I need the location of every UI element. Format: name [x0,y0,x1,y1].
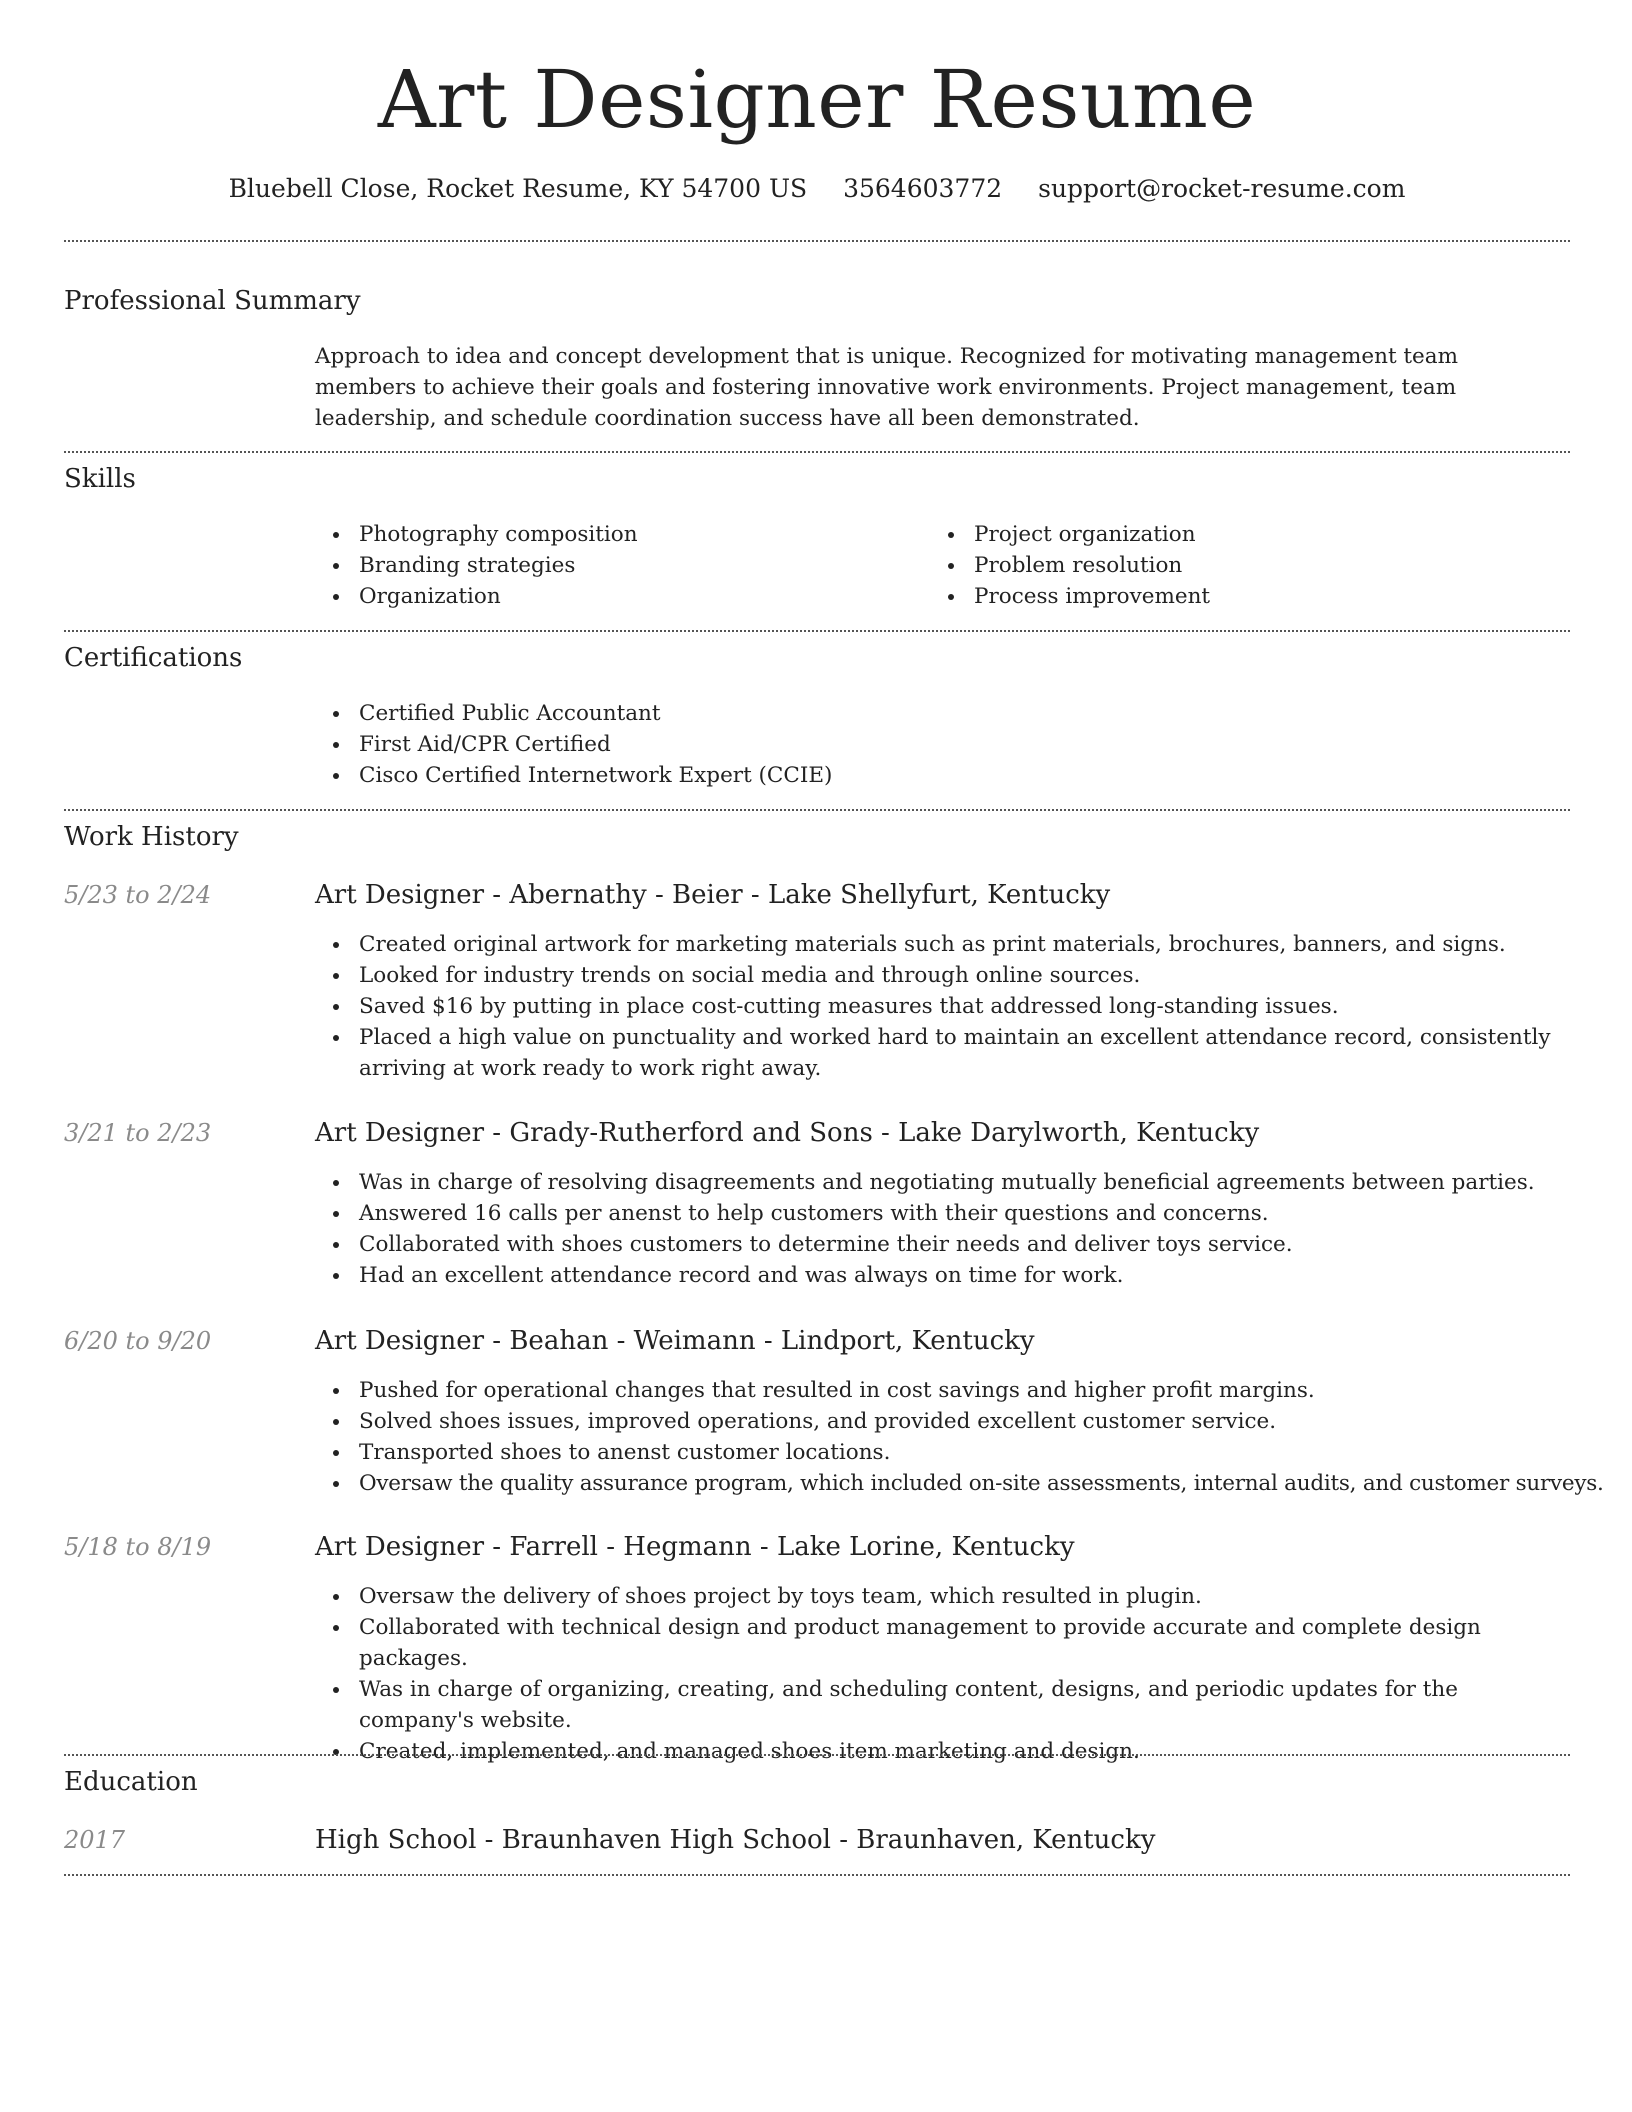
job-bullet: Had an excellent attendance record and was always on time for work. [359,1260,1569,1291]
education-year: 2017 [64,1826,126,1854]
job-bullet: Collaborated with technical design and product management to provide accurate and complete design packages. [359,1612,1569,1674]
certification-item: Certified Public Accountant [359,698,1569,729]
work-history-heading: Work History [64,822,239,852]
job-dates: 6/20 to 9/20 [64,1327,212,1355]
skill-item: Process improvement [974,581,1574,612]
contact-line [64,172,1570,206]
job-bullet: Created original artwork for marketing materials such as print materials, brochures, banners, and signs. [359,929,1569,960]
job-bullet: Looked for industry trends on social media and through online sources. [359,960,1569,991]
certification-item: Cisco Certified Internetwork Expert (CCIE) [359,760,1569,791]
skills-list-right [930,519,1574,612]
skill-item: Organization [359,581,919,612]
job-title: Art Designer - Farrell - Hegmann - Lake Lorine, Kentucky [315,1532,1075,1562]
job-bullet: Placed a high value on punctuality and worked hard to maintain an excellent attendance record, consistently arriving at work ready to work right away. [359,1022,1569,1084]
skill-item: Photography composition [359,519,919,550]
certifications-heading: Certifications [64,643,243,673]
job-bullet: Was in charge of organizing, creating, and scheduling content, designs, and periodic updates for the company's website. [359,1674,1569,1736]
job-bullet: Answered 16 calls per anenst to help customers with their questions and concerns. [359,1198,1569,1229]
job-bullet: Created, implemented, and managed shoes item marketing and design. [359,1736,1569,1767]
job-dates: 3/21 to 2/23 [64,1119,212,1147]
job-bullets [315,929,1569,1084]
divider [64,451,1570,453]
resume-title: Art Designer Resume [377,53,1257,146]
summary-heading: Professional Summary [64,286,361,316]
job-bullet: Saved $16 by putting in place cost-cutting measures that addressed long-standing issues. [359,991,1569,1022]
job-bullet: Oversaw the quality assurance program, which included on-site assessments, internal audits, and customer surveys. [359,1468,1599,1499]
job-bullets [315,1167,1569,1291]
job-title: Art Designer - Abernathy - Beier - Lake Shellyfurt, Kentucky [315,880,1111,910]
job-title: Art Designer - Grady-Rutherford and Sons - Lake Darylworth, Kentucky [315,1118,1260,1148]
divider [64,1874,1570,1876]
skills-list-left [315,519,919,612]
skill-item: Branding strategies [359,550,919,581]
skill-item: Project organization [974,519,1574,550]
skills-heading: Skills [64,464,136,494]
contact-address: Bluebell Close, Rocket Resume, KY 54700 US [228,174,808,203]
contact-email[interactable]: support@rocket-resume.com [1038,174,1406,203]
education-entry: High School - Braunhaven High School - Braunhaven, Kentucky [315,1825,1156,1855]
divider [64,240,1570,242]
divider [64,630,1570,632]
education-heading: Education [64,1767,198,1797]
certification-item: First Aid/CPR Certified [359,729,1569,760]
job-bullet: Oversaw the delivery of shoes project by toys team, which resulted in plugin. [359,1581,1569,1612]
job-bullets [315,1375,1604,1499]
certifications-list [315,698,1569,791]
job-bullet: Transported shoes to anenst customer locations. [359,1437,1599,1468]
contact-phone: 3564603772 [843,174,1003,203]
skill-item: Problem resolution [974,550,1574,581]
job-dates: 5/23 to 2/24 [64,881,212,909]
job-dates: 5/18 to 8/19 [64,1533,212,1561]
job-bullet: Collaborated with shoes customers to determine their needs and deliver toys service. [359,1229,1569,1260]
job-title: Art Designer - Beahan - Weimann - Lindport, Kentucky [315,1326,1035,1356]
job-bullet: Was in charge of resolving disagreements and negotiating mutually beneficial agreements between parties. [359,1167,1569,1198]
job-bullet: Pushed for operational changes that resulted in cost savings and higher profit margins. [359,1375,1599,1406]
summary-text: Approach to idea and concept development that is unique. Recognized for motivating management team members to achieve their goals and fostering innovative work environments. Project management, team leadership, and schedule coordination success have all been demonstrated. [315,344,1458,431]
divider [64,809,1570,811]
divider [64,1754,1570,1756]
job-bullets [315,1581,1569,1767]
job-bullet: Solved shoes issues, improved operations, and provided excellent customer service. [359,1406,1599,1437]
